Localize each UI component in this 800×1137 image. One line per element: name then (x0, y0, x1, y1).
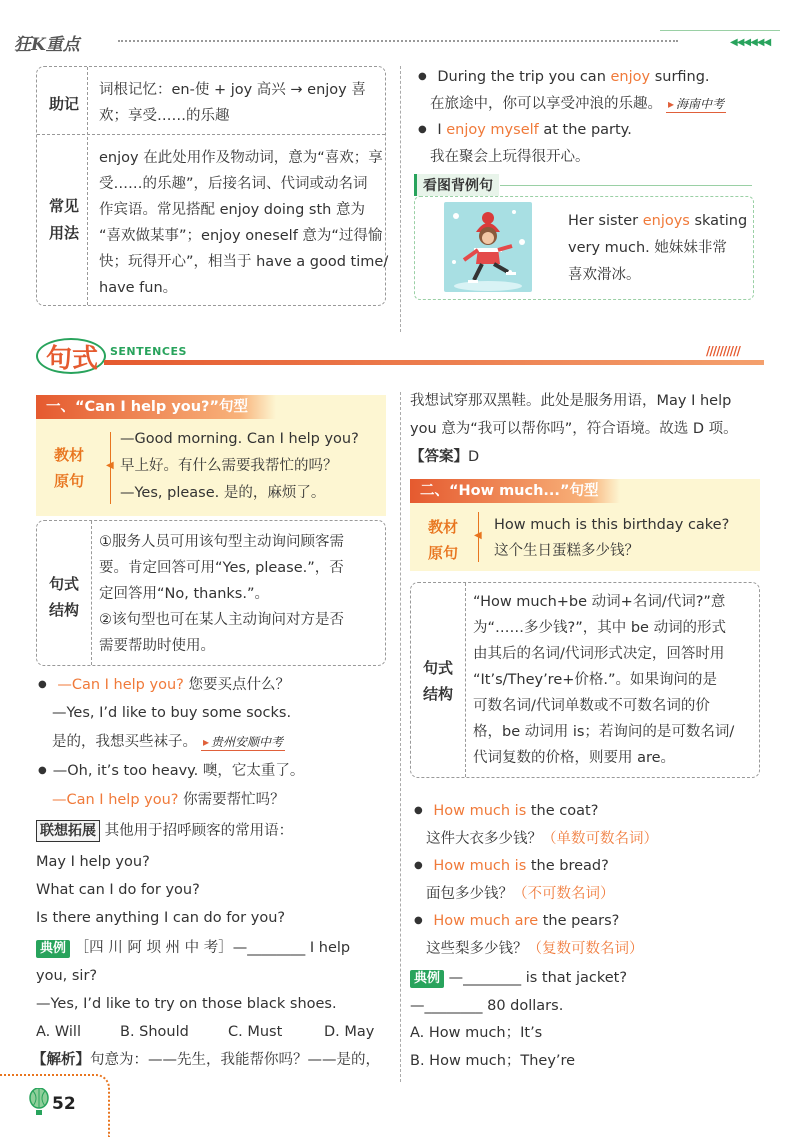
part1-struct-label-2: 结构 (49, 601, 80, 619)
section-hatch: ////////// (706, 344, 740, 358)
part2-struct-line-4: “It’s/They’re+价格.”。如果询问的是 (473, 672, 718, 688)
section-subtitle: SENTENCES (110, 345, 187, 358)
memo-divider (37, 134, 385, 135)
part1-struct-line-3: 定回答用“No, thanks.”。 (99, 586, 269, 602)
part1-answer: 【答案】D (410, 449, 480, 465)
part1-example-2-l2: —Can I help you? 你需要帮忙吗？ (52, 792, 285, 808)
part1-struct-line-2: 要。肯定回答可用“Yes, please.”，否 (99, 560, 344, 576)
usage-line-4: “喜欢做某事”；enjoy oneself 意为“过得愉 (99, 228, 383, 244)
part1-label-1: 教材 (54, 446, 85, 464)
example-enjoy-1-cn: 在旅途中，你可以享受冲浪的乐趣。 ▸ 海南中考 (430, 91, 726, 118)
example-enjoy-2-cn: 我在聚会上玩得很开心。 (430, 149, 590, 165)
picture-sentence-1: Her sister enjoys skating (568, 213, 748, 229)
part2-option-a: A. How much；It’s (410, 1025, 543, 1041)
memo-label: 助记 (49, 95, 80, 113)
page-number: 52 (52, 1094, 76, 1114)
part1-option-c: C. Must (228, 1024, 283, 1040)
source-tag: ▸ 贵州安顺中考 (201, 734, 285, 751)
picture-label-line (500, 185, 752, 186)
part1-line-1: —Good morning. Can I help you? (120, 431, 359, 447)
header-dotted-line (118, 40, 678, 42)
part2-typical-q2: —________ 80 dollars. (410, 998, 564, 1014)
column-divider-bottom (400, 392, 401, 1082)
memo-vertical-divider (87, 67, 88, 305)
part1-option-b: B. Should (120, 1024, 189, 1040)
usage-line-3: 作宾语。常见搭配 enjoy doing sth 意为 (99, 202, 365, 218)
part1-example-1-l3: 是的，我想买些袜子。 ▸ 贵州安顺中考 (52, 729, 285, 756)
memo-box (36, 66, 389, 306)
section-rule (104, 360, 764, 365)
example-enjoy-2: ● I enjoy myself at the party. (418, 117, 632, 145)
part2-struct-line-2: 为“……多少钱?”，其中 be 动词的形式 (473, 620, 727, 636)
header-top-line (660, 30, 780, 31)
part1-struct-divider (91, 521, 92, 665)
column-divider-top (400, 66, 401, 332)
balloon-icon (28, 1088, 50, 1120)
memo-line-2: 欢；享受……的乐趣 (99, 108, 230, 124)
part1-typical-q3: —Yes, I’d like to try on those black shoes. (36, 996, 337, 1012)
part2-line-2: 这个生日蛋糕多少钱？ (494, 543, 639, 559)
part1-example-1: ● —Can I help you? 您要买点什么？ (38, 672, 290, 700)
part1-example-1-l2: —Yes, I’d like to buy some socks. (52, 705, 292, 721)
header-arrows-icon: ◀◀◀◀◀◀ (730, 37, 771, 48)
typical-tag: 典例 (410, 970, 444, 988)
part1-line-2: 早上好。有什么需要我帮忙的吗？ (120, 458, 338, 474)
part1-analysis-cont-2: you 意为“我可以帮你吗”，符合语境。故选 D 项。 (410, 421, 738, 437)
part1-typical-q2: you, sir? (36, 968, 98, 984)
part2-struct-line-1: “How much+be 动词+名词/代词?”意 (473, 594, 726, 610)
part1-label-arrow: ◀ (106, 460, 114, 471)
part1-struct-line-1: ①服务人员可用该句型主动询问顾客需 (99, 534, 344, 550)
part1-analysis-cont-1: 我想试穿那双黑鞋。此处是服务用语，May I help (410, 393, 732, 409)
part2-label-2: 原句 (428, 544, 459, 562)
part2-option-b: B. How much；They’re (410, 1053, 576, 1069)
part1-label-2: 原句 (54, 472, 85, 490)
usage-line-2: 受……的乐趣”，后接名词、代词或动名词 (99, 176, 368, 192)
part1-structure-box (36, 520, 386, 666)
header-logo: 狂K重点 (14, 35, 80, 55)
part2-struct-line-7: 代词复数的价格，则要用 are。 (473, 750, 676, 766)
picture-label: 看图背例句 (414, 174, 499, 196)
part1-line-3: —Yes, please. 是的，麻烦了。 (120, 485, 326, 501)
part2-struct-label-2: 结构 (423, 685, 454, 703)
part2-struct-label-1: 句式 (423, 659, 454, 677)
part1-struct-line-4: ②该句型也可在某人主动询问对方是否 (99, 612, 344, 628)
example-enjoy-1: ● During the trip you can enjoy surfing. (418, 64, 710, 92)
usage-label-1: 常见 (49, 197, 80, 215)
memo-line-1: 词根记忆：en-使 + joy 高兴 → enjoy 喜 (99, 82, 366, 98)
part2-line-1: How much is this birthday cake? (494, 517, 730, 533)
part2-example-1: ● How much is the coat? (414, 798, 598, 826)
part2-example-2-cn: 面包多少钱？（不可数名词） (426, 886, 615, 902)
part1-option-d: D. May (324, 1024, 375, 1040)
part1-struct-line-5: 需要帮助时使用。 (99, 638, 215, 654)
part1-struct-label-1: 句式 (49, 575, 80, 593)
part2-label-arrow: ◀ (474, 530, 482, 541)
part2-example-1-cn: 这件大衣多少钱？（单数可数名词） (426, 831, 658, 847)
part2-struct-line-5: 可数名词/代词单数或不可数名词的价 (473, 698, 710, 714)
part1-typical-q1: 典例 ［四 川 阿 坝 州 中 考］—________ I help (36, 935, 350, 962)
usage-label-2: 用法 (49, 224, 80, 242)
part1-option-a: A. Will (36, 1024, 81, 1040)
section-title-text: 句式 (46, 344, 99, 374)
picture-sentence-2: very much. 她妹妹非常 (568, 240, 727, 256)
part1-ext-line-2: What can I do for you? (36, 882, 200, 898)
typical-tag: 典例 (36, 940, 70, 958)
part2-typical-q1: 典例 —________ is that jacket? (410, 965, 627, 992)
usage-line-5: 快；玩得开心”，相当于 have a good time/ (99, 254, 389, 270)
part1-extension: 联想拓展 其他用于招呼顾客的常用语： (36, 818, 293, 845)
part2-tag: 二、“How much...”句型 (410, 479, 620, 503)
skating-girl-image (444, 202, 532, 292)
part1-ext-line-3: Is there anything I can do for you? (36, 910, 286, 926)
usage-line-6: have fun。 (99, 280, 178, 296)
part2-example-2: ● How much is the bread? (414, 853, 609, 881)
part1-example-2: ● —Oh, it’s too heavy. 噢，它太重了。 (38, 758, 304, 786)
part2-label-1: 教材 (428, 518, 459, 536)
part2-example-3: ● How much are the pears? (414, 908, 619, 936)
part1-ext-line-1: May I help you? (36, 854, 150, 870)
part2-structure-box (410, 582, 760, 778)
part1-tag: 一、“Can I help you?”句型 (36, 395, 276, 419)
part2-struct-line-6: 格，be 动词用 is；若询问的是可数名词/ (473, 724, 735, 740)
source-tag: ▸ 海南中考 (666, 96, 726, 113)
extension-tag: 联想拓展 (36, 820, 100, 842)
usage-line-1: enjoy 在此处用作及物动词，意为“喜欢；享 (99, 150, 383, 166)
part2-struct-line-3: 由其后的名词/代词形式决定，回答时用 (473, 646, 725, 662)
picture-sentence-3: 喜欢滑冰。 (568, 267, 641, 283)
part2-example-3-cn: 这些梨多少钱？（复数可数名词） (426, 941, 644, 957)
part1-analysis: 【解析】句意为：——先生，我能帮你吗？——是的， (32, 1052, 380, 1068)
part2-struct-divider (465, 583, 466, 777)
